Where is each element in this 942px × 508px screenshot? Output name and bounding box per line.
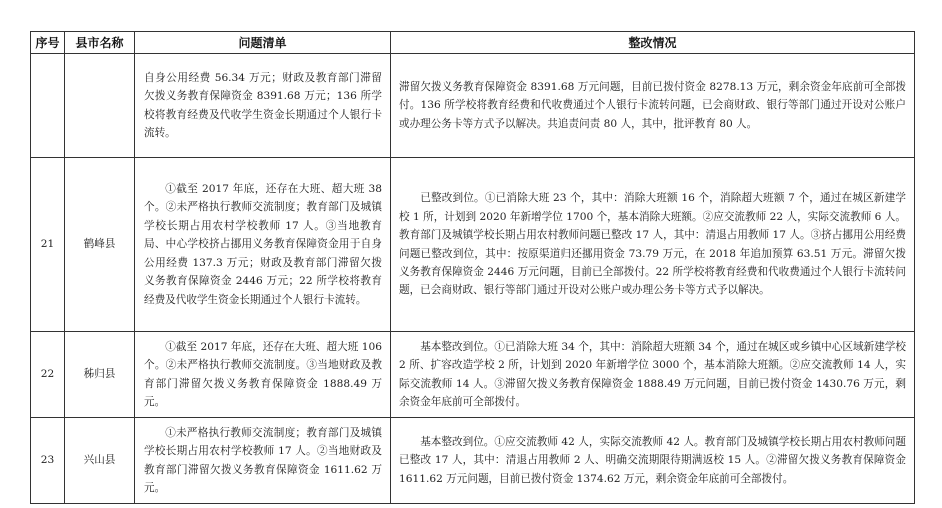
problem-text: ①截至 2017 年底，还存在大班、超大班 38 个。②未严格执行教师交流制度；教育部门及城镇学校长期占用农村学校教师 17 人。③当地教育局、中心学校挤占挪用义务教育保障资金用于自身公用经费 137.3 万元；财政及教育部门滞留欠拨义务教育保障资金 2446 万元；22 所学校将教育经费及代收学生资金长期通过个人银行卡流转。	[144, 183, 382, 306]
fix-cell	[391, 418, 915, 504]
fix-cell	[391, 54, 915, 158]
problem-cell	[135, 158, 391, 332]
county-name: 兴山县	[65, 418, 135, 504]
problem-cell	[135, 54, 391, 158]
problem-text: ①未严格执行教师交流制度；教育部门及城镇学校长期占用农村学校教师 17 人。②当地财政及教育部门滞留欠拨义务教育保障资金 1611.62 万元。	[144, 426, 382, 494]
fix-text: 滞留欠拨义务教育保障资金 8391.68 万元问题，目前已拨付资金 8278.13 万元，剩余资金年底前可全部拨付。136 所学校将教育经费和代收费通过个人银行卡流转问题，已会商财政、银行等部门通过开设对公账户或办理公务卡等方式予以解决。共追责问责 80 人，其中，批评教育 80 人。	[399, 80, 906, 130]
table-row	[31, 54, 915, 158]
fix-cell	[391, 332, 915, 418]
header-county: 县市名称	[65, 32, 135, 54]
rectification-table	[30, 31, 915, 504]
row-number: 23	[31, 418, 65, 504]
problem-cell	[135, 332, 391, 418]
header-row	[31, 32, 915, 54]
problem-text: ①截至 2017 年底，还存在大班、超大班 106 个。②未严格执行教师交流制度。③当地财政及教育部门滞留欠拨义务教育保障资金 1888.49 万元。	[144, 340, 382, 408]
table-row	[31, 332, 915, 418]
county-name	[65, 54, 135, 158]
problem-text: 自身公用经费 56.34 万元；财政及教育部门滞留欠拨义务教育保障资金 8391.68 万元；136 所学校将教育经费及代收学生资金长期通过个人银行卡流转。	[144, 71, 382, 139]
problem-cell	[135, 418, 391, 504]
fix-text: 基本整改到位。①应交流教师 42 人，实际交流教师 42 人。教育部门及城镇学校长期占用农村教师问题已整改 17 人，其中：清退占用教师 2 人、明确交流期限待期满返校 15 人。②滞留欠拨义务教育保障资金 1611.62 万元问题，目前已拨付资金 1374.62 万元，剩余资金年底前可全部拨付。	[399, 435, 906, 485]
row-number: 22	[31, 332, 65, 418]
table-row	[31, 418, 915, 504]
header-no: 序号	[31, 32, 65, 54]
header-fix: 整改情况	[391, 32, 915, 54]
county-name: 秭归县	[65, 332, 135, 418]
fix-text: 已整改到位。①已消除大班 23 个，其中：消除大班额 16 个，消除超大班额 7 个，通过在城区新建学校 1 所，计划到 2020 年新增学位 1700 个，基本消除大班额。②应交流教师 22 人，实际交流教师 6 人。教育部门及城镇学校长期占用农村教师问题已整改 17 人，其中：清退占用教师 17 人。③挤占挪用公用经费问题已整改到位，其中：按原渠道归还挪用资金 73.79 万元，在 2018 年追加预算 63.51 万元。滞留欠拨义务教育保障资金 2446 万元问题，目前已全部拨付。22 所学校将教育经费和代收费通过个人银行卡流转问题，已会商财政、银行等部门通过开设对公账户或办理公务卡等方式予以解决。	[399, 192, 906, 297]
fix-text: 基本整改到位。①已消除大班 34 个，其中：消除超大班额 34 个，通过在城区或乡镇中心区域新建学校 2 所、扩容改造学校 2 所，计划到 2020 年新增学位 3000 个，基本消除大班额。②应交流教师 14 人，实际交流教师 14 人。③滞留欠拨义务教育保障资金 1888.49 万元问题，目前已拨付资金 1430.76 万元，剩余资金年底前可全部拨付。	[399, 340, 906, 408]
row-number	[31, 54, 65, 158]
fix-cell	[391, 158, 915, 332]
row-number: 21	[31, 158, 65, 332]
table-row	[31, 158, 915, 332]
header-problem: 问题清单	[135, 32, 391, 54]
county-name: 鹤峰县	[65, 158, 135, 332]
